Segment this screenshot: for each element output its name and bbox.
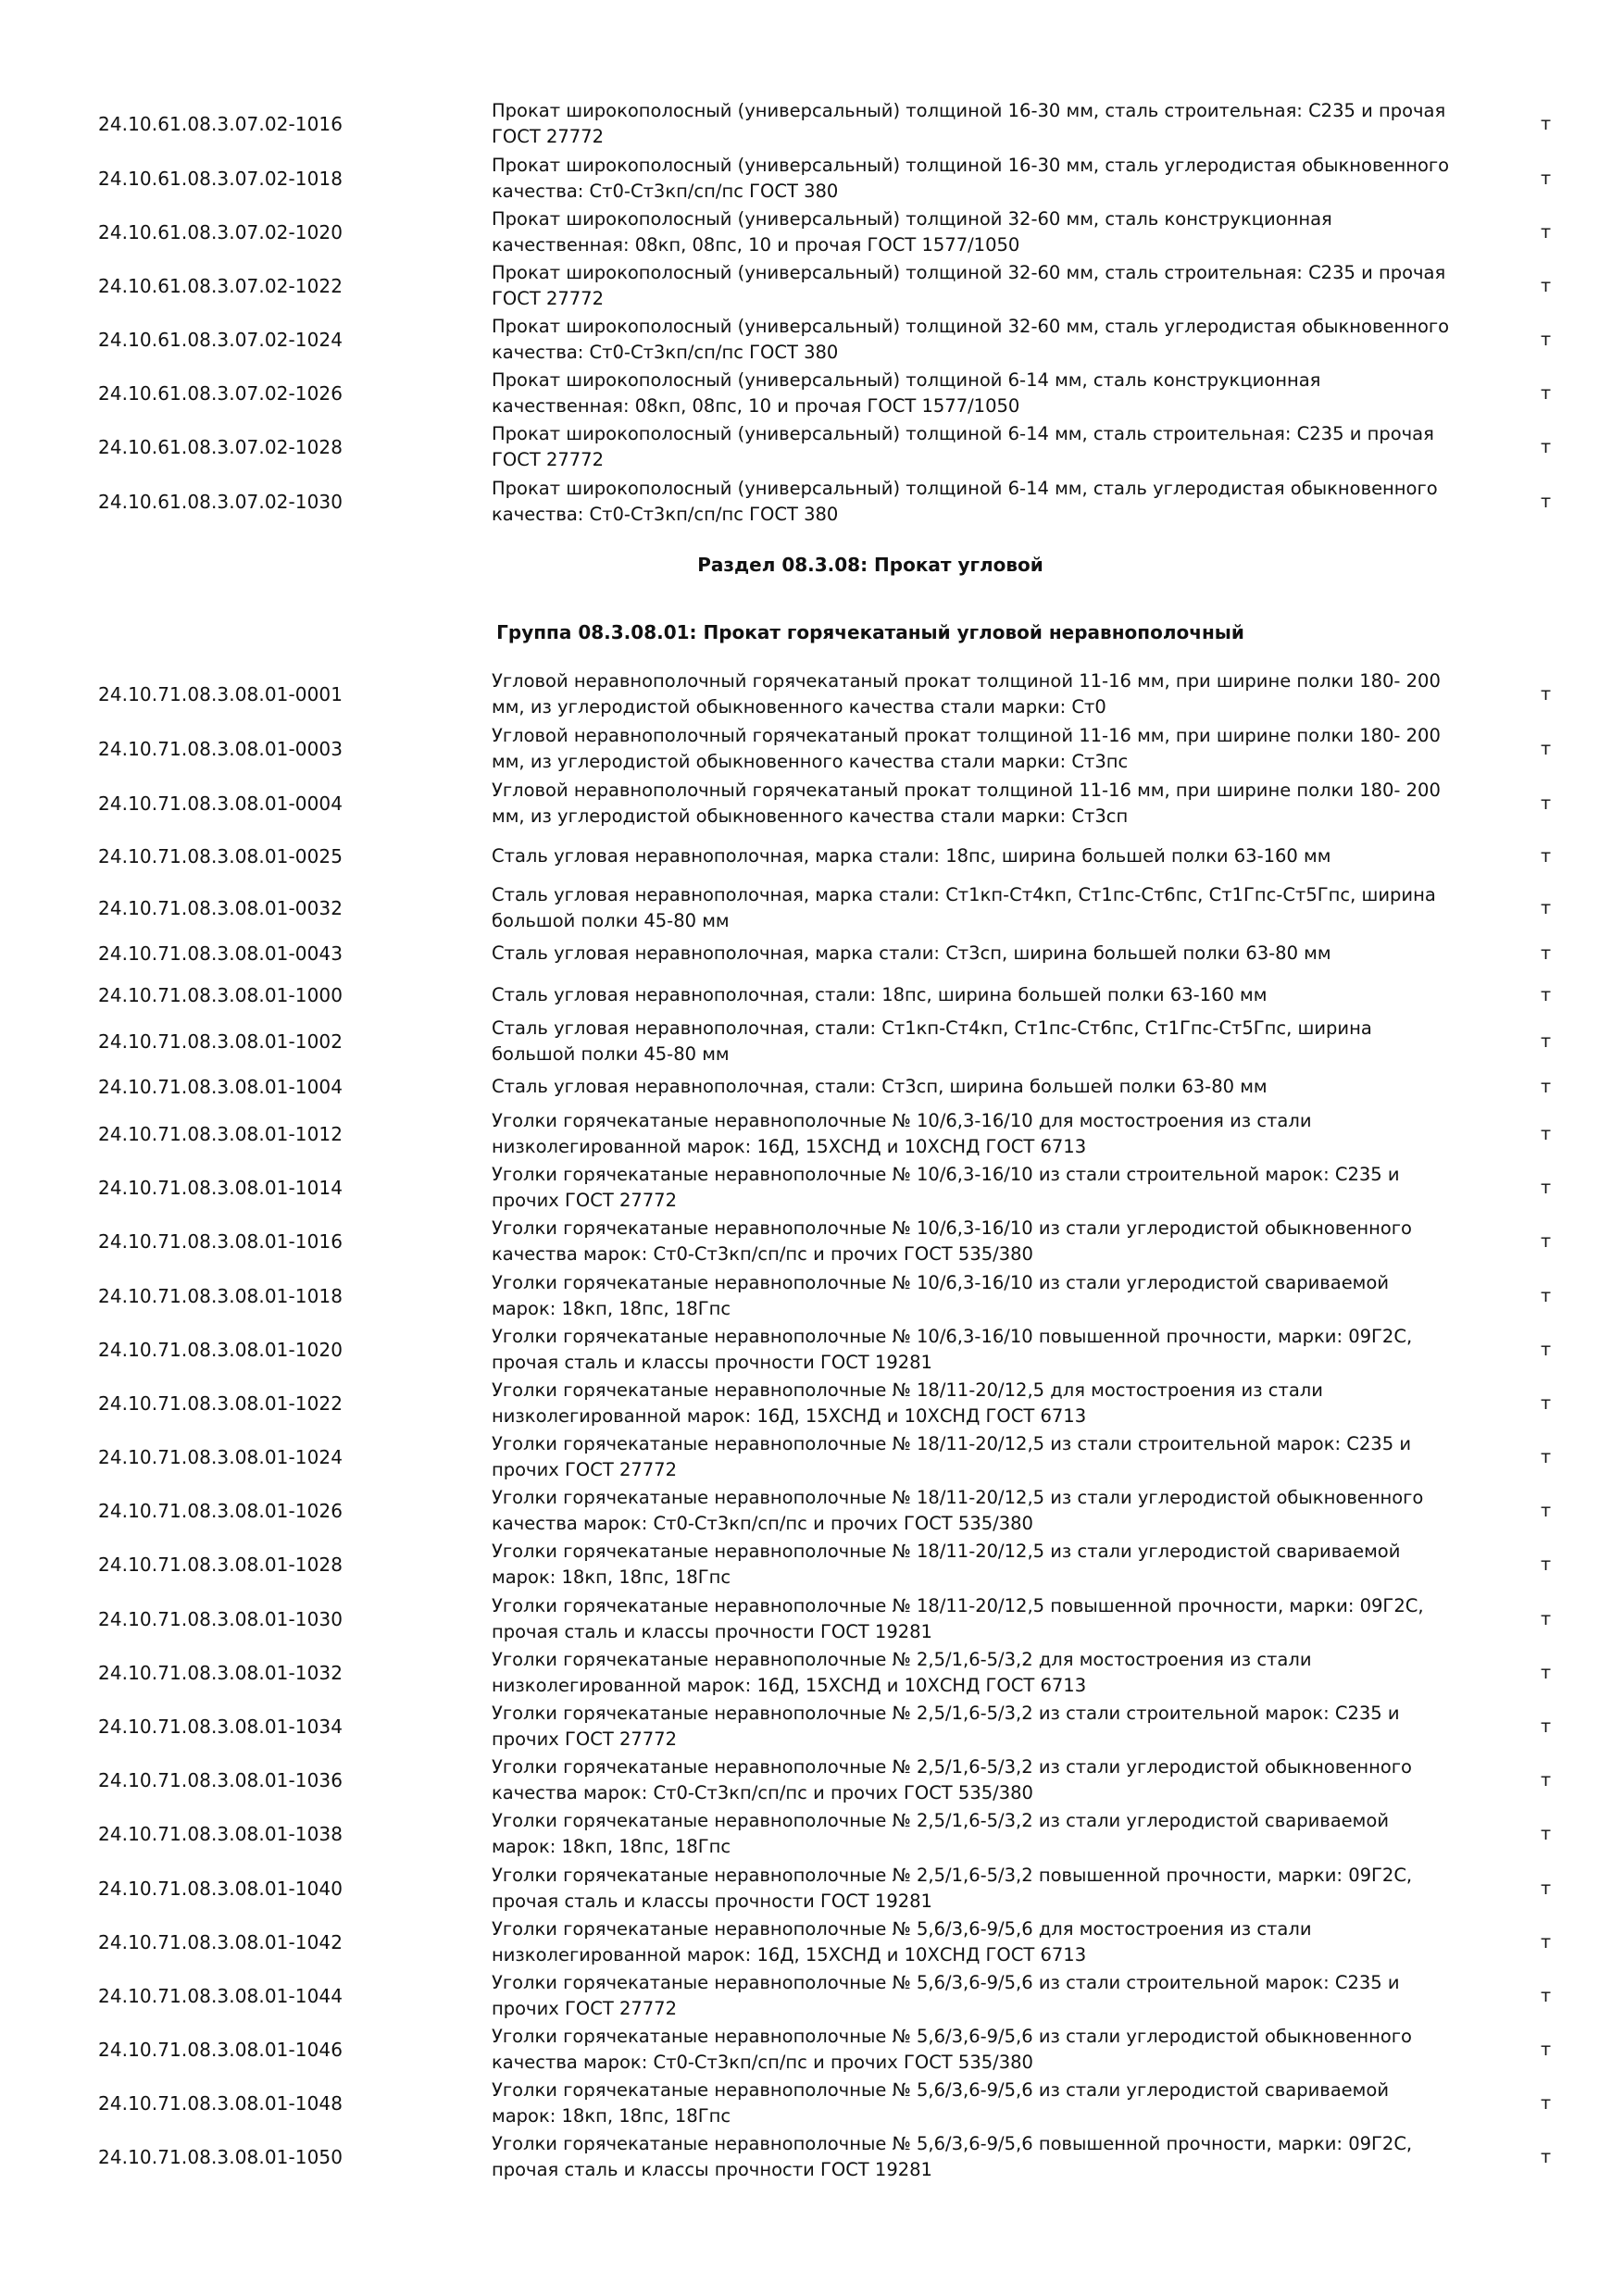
item-code: 24.10.71.08.3.08.01-1022: [98, 1392, 344, 1415]
item-code: 24.10.61.08.3.07.02-1022: [98, 275, 344, 297]
item-unit: т: [1541, 276, 1552, 296]
item-code: 24.10.71.08.3.08.01-1046: [98, 2039, 344, 2061]
item-code: 24.10.71.08.3.08.01-1048: [98, 2092, 344, 2115]
item-unit: т: [1541, 2040, 1552, 2060]
section-heading: Раздел 08.3.08: Прокат угловой: [697, 554, 1043, 576]
item-unit: т: [1541, 222, 1552, 243]
item-code: 24.10.71.08.3.08.01-1036: [98, 1769, 344, 1791]
item-unit: т: [1541, 383, 1552, 404]
item-description: Уголки горячекатаные неравнополочные № 5,6/3,6-9/5,6 из стали строительной марок: С235 и прочих ГОСТ 27772: [492, 1971, 1400, 2019]
item-code: 24.10.71.08.3.08.01-1012: [98, 1123, 344, 1145]
item-unit: т: [1541, 437, 1552, 457]
item-unit: т: [1541, 114, 1552, 134]
item-unit: т: [1541, 168, 1552, 189]
item-description: Уголки горячекатаные неравнополочные № 18/11-20/12,5 из стали углеродистой свариваемой марок: 18кп, 18пс, 18Гпс: [492, 1540, 1401, 1588]
item-code: 24.10.71.08.3.08.01-1014: [98, 1177, 344, 1199]
item-unit: т: [1541, 898, 1552, 918]
item-description: Прокат широкополосный (универсальный) толщиной 32-60 мм, сталь углеродистая обыкновенного качества: Ст0-Ст3кп/сп/пс ГОСТ 380: [492, 315, 1450, 363]
item-code: 24.10.71.08.3.08.01-0025: [98, 845, 344, 867]
item-unit: т: [1541, 492, 1552, 512]
item-code: 24.10.71.08.3.08.01-1040: [98, 1878, 344, 1900]
item-unit: т: [1541, 1286, 1552, 1306]
item-unit: т: [1541, 943, 1552, 964]
item-code: 24.10.71.08.3.08.01-1020: [98, 1339, 344, 1361]
item-description: Уголки горячекатаные неравнополочные № 10/6,3-16/10 для мостостроения из стали низколегированной марок: 16Д, 15ХСНД и 10ХСНД ГОСТ 6713: [492, 1109, 1312, 1157]
item-code: 24.10.71.08.3.08.01-1044: [98, 1985, 344, 2007]
item-description: Сталь угловая неравнополочная, стали: 18пс, ширина большей полки 63-160 мм: [492, 983, 1268, 1005]
item-description: Уголки горячекатаные неравнополочные № 10/6,3-16/10 из стали строительной марок: С235 и прочих ГОСТ 27772: [492, 1163, 1400, 1211]
item-code: 24.10.71.08.3.08.01-0032: [98, 897, 344, 919]
item-description: Сталь угловая неравнополочная, стали: Ст1кп-Ст4кп, Ст1пс-Ст6пс, Ст1Гпс-Ст5Гпс, ширина большой полки 45-80 мм: [492, 1017, 1372, 1065]
item-description: Сталь угловая неравнополочная, марка стали: Ст1кп-Ст4кп, Ст1пс-Ст6пс, Ст1Гпс-Ст5Гпс, ширина большой полки 45-80 мм: [492, 883, 1436, 931]
item-unit: т: [1541, 2093, 1552, 2114]
item-unit: т: [1541, 684, 1552, 705]
item-code: 24.10.71.08.3.08.01-0004: [98, 792, 344, 815]
item-code: 24.10.71.08.3.08.01-0001: [98, 683, 344, 705]
item-description: Угловой неравнополочный горячекатаный прокат толщиной 11-16 мм, при ширине полки 180- 200 мм, из углеродистой обыкновенного качества стали марки: Ст0: [492, 669, 1441, 718]
item-unit: т: [1541, 330, 1552, 350]
item-code: 24.10.71.08.3.08.01-1024: [98, 1446, 344, 1468]
item-unit: т: [1541, 2147, 1552, 2167]
item-code: 24.10.71.08.3.08.01-1038: [98, 1823, 344, 1845]
item-unit: т: [1541, 1393, 1552, 1414]
item-code: 24.10.71.08.3.08.01-1002: [98, 1030, 344, 1053]
item-description: Уголки горячекатаные неравнополочные № 5,6/3,6-9/5,6 для мостостроения из стали низколегированной марок: 16Д, 15ХСНД и 10ХСНД ГОСТ 6713: [492, 1917, 1312, 1965]
item-code: 24.10.61.08.3.07.02-1016: [98, 113, 344, 135]
item-description: Прокат широкополосный (универсальный) толщиной 32-60 мм, сталь строительная: С235 и прочая ГОСТ 27772: [492, 261, 1446, 309]
item-description: Сталь угловая неравнополочная, марка стали: Ст3сп, ширина большей полки 63-80 мм: [492, 942, 1331, 964]
item-description: Уголки горячекатаные неравнополочные № 2,5/1,6-5/3,2 для мостостроения из стали низколегированной марок: 16Д, 15ХСНД и 10ХСНД ГОСТ 6713: [492, 1648, 1312, 1696]
item-code: 24.10.71.08.3.08.01-1030: [98, 1608, 344, 1630]
item-unit: т: [1541, 1231, 1552, 1252]
item-description: Прокат широкополосный (универсальный) толщиной 6-14 мм, сталь строительная: С235 и прочая ГОСТ 27772: [492, 422, 1434, 470]
item-description: Прокат широкополосный (универсальный) толщиной 16-30 мм, сталь углеродистая обыкновенного качества: Ст0-Ст3кп/сп/пс ГОСТ 380: [492, 154, 1450, 202]
group-heading: Группа 08.3.08.01: Прокат горячекатаный угловой неравнополочный: [496, 621, 1244, 643]
item-code: 24.10.61.08.3.07.02-1026: [98, 382, 344, 405]
item-description: Уголки горячекатаные неравнополочные № 5,6/3,6-9/5,6 повышенной прочности, марки: 09Г2С, прочая сталь и классы прочности ГОСТ 19281: [492, 2132, 1413, 2180]
item-unit: т: [1541, 739, 1552, 759]
item-unit: т: [1541, 1340, 1552, 1360]
item-unit: т: [1541, 1770, 1552, 1791]
item-code: 24.10.71.08.3.08.01-1018: [98, 1285, 344, 1307]
item-description: Уголки горячекатаные неравнополочные № 10/6,3-16/10 из стали углеродистой обыкновенного качества марок: Ст0-Ст3кп/сп/пс и прочих ГОСТ 535/380: [492, 1217, 1412, 1265]
item-unit: т: [1541, 846, 1552, 867]
item-unit: т: [1541, 793, 1552, 814]
item-unit: т: [1541, 1554, 1552, 1575]
item-unit: т: [1541, 1986, 1552, 2006]
item-description: Сталь угловая неравнополочная, стали: Ст3сп, ширина большей полки 63-80 мм: [492, 1075, 1268, 1097]
item-description: Сталь угловая неравнополочная, марка стали: 18пс, ширина большей полки 63-160 мм: [492, 844, 1331, 867]
item-unit: т: [1541, 1077, 1552, 1097]
item-description: Уголки горячекатаные неравнополочные № 5,6/3,6-9/5,6 из стали углеродистой свариваемой марок: 18кп, 18пс, 18Гпс: [492, 2078, 1389, 2127]
item-unit: т: [1541, 1663, 1552, 1683]
item-code: 24.10.71.08.3.08.01-1004: [98, 1076, 344, 1098]
item-code: 24.10.71.08.3.08.01-1050: [98, 2146, 344, 2168]
item-code: 24.10.71.08.3.08.01-1034: [98, 1716, 344, 1738]
item-description: Уголки горячекатаные неравнополочные № 2,5/1,6-5/3,2 повышенной прочности, марки: 09Г2С, прочая сталь и классы прочности ГОСТ 19281: [492, 1864, 1413, 1912]
item-unit: т: [1541, 985, 1552, 1005]
item-code: 24.10.71.08.3.08.01-1016: [98, 1230, 344, 1253]
item-description: Уголки горячекатаные неравнополочные № 2,5/1,6-5/3,2 из стали строительной марок: С235 и прочих ГОСТ 27772: [492, 1702, 1400, 1750]
item-description: Уголки горячекатаные неравнополочные № 2,5/1,6-5/3,2 из стали углеродистой обыкновенного качества марок: Ст0-Ст3кп/сп/пс и прочих ГОСТ 535/380: [492, 1755, 1412, 1803]
item-unit: т: [1541, 1716, 1552, 1737]
item-unit: т: [1541, 1824, 1552, 1844]
item-code: 24.10.71.08.3.08.01-0003: [98, 738, 344, 760]
item-unit: т: [1541, 1932, 1552, 1953]
item-description: Угловой неравнополочный горячекатаный прокат толщиной 11-16 мм, при ширине полки 180- 200 мм, из углеродистой обыкновенного качества стали марки: Ст3пс: [492, 724, 1441, 772]
item-description: Уголки горячекатаные неравнополочные № 18/11-20/12,5 из стали углеродистой обыкновенного качества марок: Ст0-Ст3кп/сп/пс и прочих ГОСТ 535/380: [492, 1486, 1424, 1534]
item-description: Уголки горячекатаные неравнополочные № 10/6,3-16/10 повышенной прочности, марки: 09Г2С, прочая сталь и классы прочности ГОСТ 19281: [492, 1325, 1413, 1373]
item-code: 24.10.61.08.3.07.02-1028: [98, 436, 344, 458]
item-description: Уголки горячекатаные неравнополочные № 18/11-20/12,5 для мостостроения из стали низколегированной марок: 16Д, 15ХСНД и 10ХСНД ГОСТ 6713: [492, 1379, 1323, 1427]
item-code: 24.10.71.08.3.08.01-0043: [98, 942, 344, 965]
item-description: Прокат широкополосный (универсальный) толщиной 6-14 мм, сталь конструкционная качественная: 08кп, 08пс, 10 и прочая ГОСТ 1577/1050: [492, 368, 1321, 417]
item-unit: т: [1541, 1878, 1552, 1899]
item-unit: т: [1541, 1447, 1552, 1467]
item-description: Уголки горячекатаные неравнополочные № 18/11-20/12,5 из стали строительной марок: С235 и прочих ГОСТ 27772: [492, 1432, 1411, 1480]
item-unit: т: [1541, 1031, 1552, 1052]
item-code: 24.10.61.08.3.07.02-1018: [98, 168, 344, 190]
item-description: Уголки горячекатаные неравнополочные № 18/11-20/12,5 повышенной прочности, марки: 09Г2С, прочая сталь и классы прочности ГОСТ 19281: [492, 1594, 1424, 1642]
item-unit: т: [1541, 1609, 1552, 1629]
item-code: 24.10.61.08.3.07.02-1030: [98, 491, 344, 513]
item-description: Уголки горячекатаные неравнополочные № 5,6/3,6-9/5,6 из стали углеродистой обыкновенного качества марок: Ст0-Ст3кп/сп/пс и прочих ГОСТ 535/380: [492, 2025, 1412, 2073]
item-code: 24.10.71.08.3.08.01-1028: [98, 1554, 344, 1576]
item-description: Прокат широкополосный (универсальный) толщиной 16-30 мм, сталь строительная: С235 и прочая ГОСТ 27772: [492, 99, 1446, 147]
item-unit: т: [1541, 1178, 1552, 1198]
item-code: 24.10.71.08.3.08.01-1000: [98, 984, 344, 1006]
item-unit: т: [1541, 1124, 1552, 1144]
item-code: 24.10.61.08.3.07.02-1024: [98, 329, 344, 351]
item-code: 24.10.61.08.3.07.02-1020: [98, 221, 344, 243]
item-description: Прокат широкополосный (универсальный) толщиной 6-14 мм, сталь углеродистая обыкновенного качества: Ст0-Ст3кп/сп/пс ГОСТ 380: [492, 477, 1438, 525]
item-code: 24.10.71.08.3.08.01-1032: [98, 1662, 344, 1684]
item-description: Прокат широкополосный (универсальный) толщиной 32-60 мм, сталь конструкционная качественная: 08кп, 08пс, 10 и прочая ГОСТ 1577/1050: [492, 207, 1332, 256]
item-description: Уголки горячекатаные неравнополочные № 2,5/1,6-5/3,2 из стали углеродистой свариваемой марок: 18кп, 18пс, 18Гпс: [492, 1809, 1389, 1857]
item-code: 24.10.71.08.3.08.01-1026: [98, 1500, 344, 1522]
item-unit: т: [1541, 1501, 1552, 1521]
item-description: Угловой неравнополочный горячекатаный прокат толщиной 11-16 мм, при ширине полки 180- 200 мм, из углеродистой обыкновенного качества стали марки: Ст3сп: [492, 779, 1441, 827]
item-description: Уголки горячекатаные неравнополочные № 10/6,3-16/10 из стали углеродистой свариваемой марок: 18кп, 18пс, 18Гпс: [492, 1271, 1390, 1319]
item-code: 24.10.71.08.3.08.01-1042: [98, 1931, 344, 1953]
